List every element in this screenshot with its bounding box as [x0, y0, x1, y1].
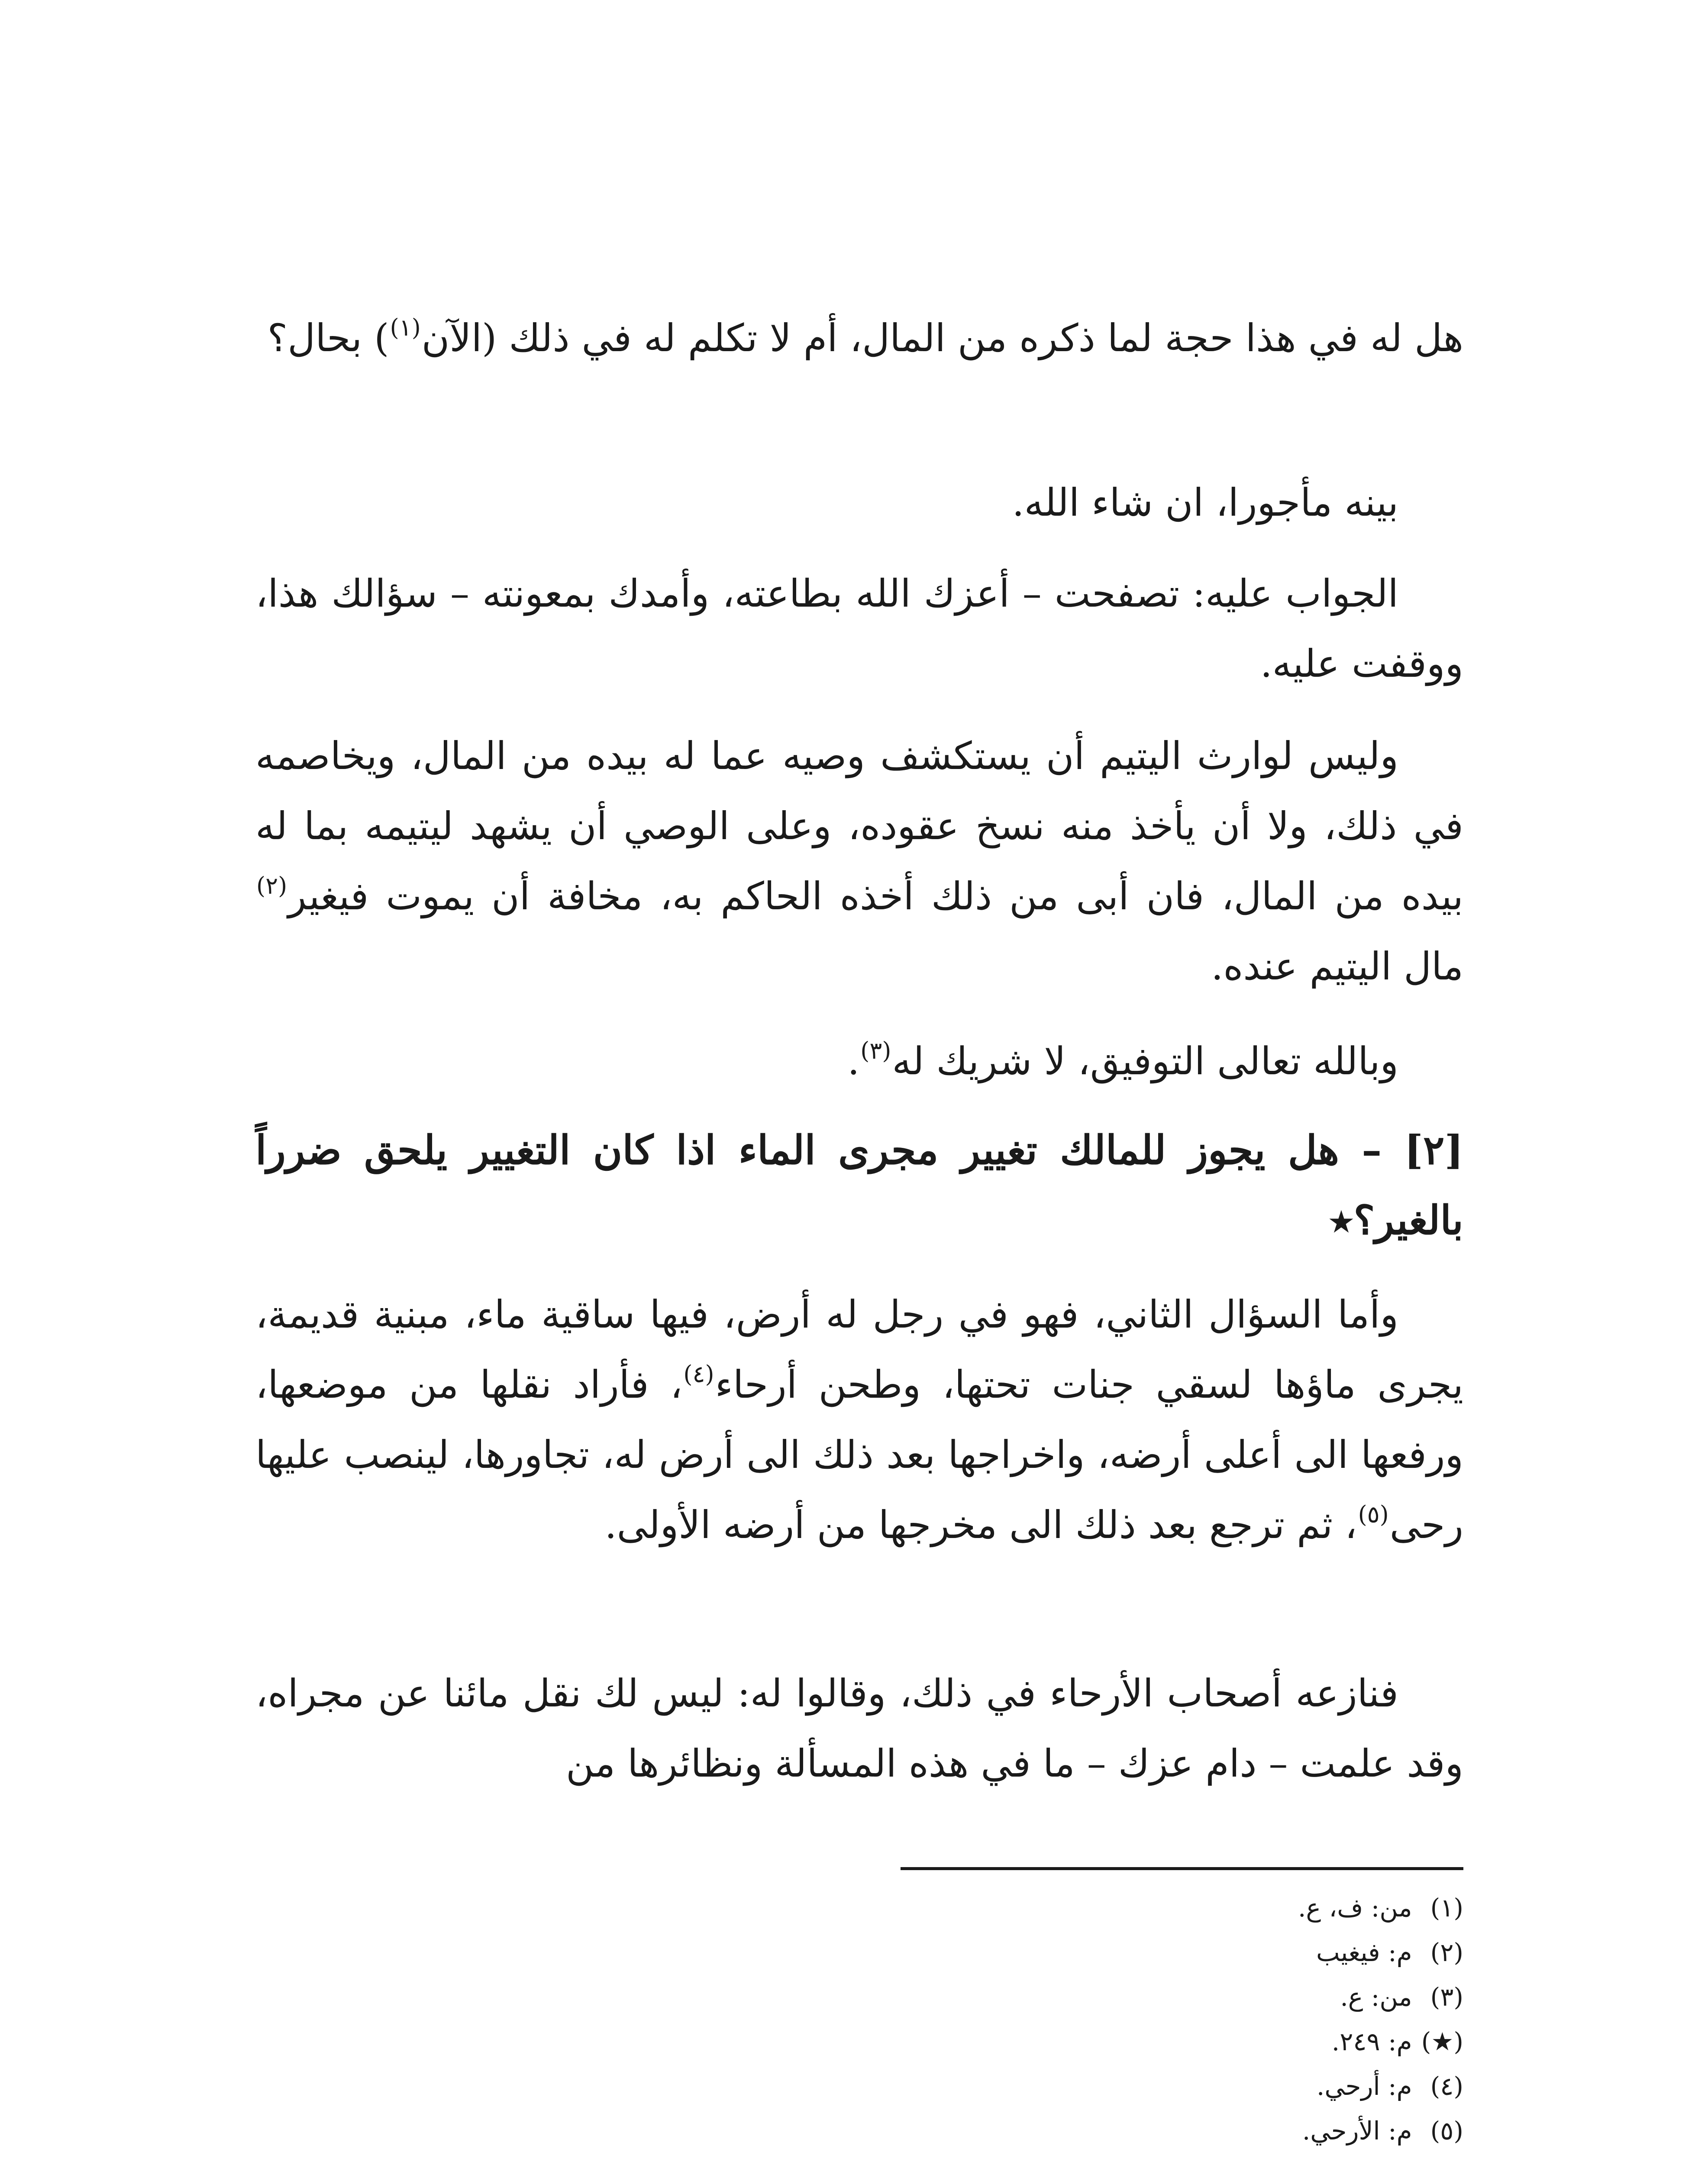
section-heading [255, 1115, 1463, 1257]
paragraph-second-question [255, 1280, 1463, 1560]
footnote-item [814, 2064, 1463, 2109]
footnote-text: م: فيغيب [1316, 1938, 1412, 1967]
footnote-item [814, 1975, 1463, 2020]
paragraph-answer-body [255, 721, 1463, 1002]
footnote-text: من: ف، ع. [1298, 1893, 1412, 1923]
paragraph-closing-blessing [255, 468, 1463, 538]
footnote-marker: (١) [1430, 1893, 1463, 1923]
footnote-marker: (٢) [1430, 1938, 1463, 1967]
footnote-text: م: الأرحي. [1302, 2116, 1412, 2146]
footnote-ref-4: (٤) [683, 1360, 714, 1388]
paragraph-text: الجواب عليه: تصفحت – أعزك الله بطاعته، وأمدك بمعونته – سؤالك هذا، ووقفت عليه. [255, 571, 1463, 686]
footnote-text: م: ٢٤٩. [1331, 2027, 1412, 2056]
footnote-text: م: أرحي. [1316, 2071, 1412, 2101]
footnote-ref-1: (١) [390, 314, 421, 341]
footnote-separator [901, 1867, 1463, 1870]
footnote-ref-5: (٥) [1358, 1501, 1389, 1528]
footnote-item [814, 2020, 1463, 2064]
footnotes-list [814, 1886, 1463, 2153]
paragraph-text: ) بحال؟ [267, 316, 389, 360]
footnote-text: من: ع. [1340, 1982, 1412, 2012]
star-marker: ★ [1329, 1206, 1354, 1238]
footnote-marker: (★) [1421, 2027, 1463, 2056]
footnote-marker: (٣) [1430, 1982, 1463, 2012]
footnote-ref-3: (٣) [860, 1037, 891, 1064]
paragraph-text: ، ثم ترجع بعد ذلك الى مخرجها من أرضه الأولى. [604, 1503, 1357, 1547]
paragraph-text: بينه مأجورا، ان شاء الله. [1012, 480, 1398, 525]
paragraph-answer-intro [255, 559, 1463, 699]
paragraph-text: وأما السؤال الثاني، فهو في رجل له أرض، فيها ساقية ماء، مبنية قديمة، يجرى ماؤها لسقي جنات تحتها، وطحن أرحاء [255, 1292, 1463, 1407]
paragraph-text: وبالله تعالى التوفيق، لا شريك له [892, 1039, 1398, 1083]
paragraph-text: مال اليتيم عنده. [1211, 944, 1463, 989]
section-heading-text: – هل يجوز للمالك تغيير مجرى الماء اذا كان التغيير يلحق ضرراً بالغير؟ [255, 1127, 1463, 1244]
paragraph-question-continuation [255, 303, 1463, 373]
paragraph-text: هل له في هذا حجة لما ذكره من المال، أم لا تكلم له في ذلك (الآن [421, 316, 1463, 360]
footnote-item [814, 1930, 1463, 1975]
footnote-item [814, 2109, 1463, 2153]
paragraph-text: . [847, 1039, 860, 1083]
paragraph-text: فنازعه أصحاب الأرحاء في ذلك، وقالوا له: ليس لك نقل مائنا عن مجراه، وقد علمت – دام عزك – ما في هذه المسألة ونظائرها من [255, 1671, 1463, 1786]
footnote-item [814, 1886, 1463, 1930]
paragraph-text: ، فأراد نقلها من موضعها، ورفعها الى أعلى أرضه، واخراجها بعد ذلك الى أرض له، تجاورها، لينصب عليها رحى [255, 1362, 1463, 1547]
paragraph-tawfiq [255, 1026, 1463, 1096]
footnote-marker: (٤) [1430, 2071, 1463, 2101]
paragraph-dispute [255, 1658, 1463, 1799]
section-number: [٢] [1404, 1127, 1463, 1173]
footnote-ref-2: (٢) [256, 872, 287, 899]
footnote-marker: (٥) [1430, 2116, 1463, 2146]
paragraph-text: وليس لوارث اليتيم أن يستكشف وصيه عما له بيده من المال، ويخاصمه في ذلك، ولا أن يأخذ منه نسخ عقوده، وعلى الوصي أن يشهد ليتيمه بما له بيده من المال، فان أبى من ذلك أخذه الحاكم به، مخافة أن يموت فيغير [255, 734, 1464, 918]
